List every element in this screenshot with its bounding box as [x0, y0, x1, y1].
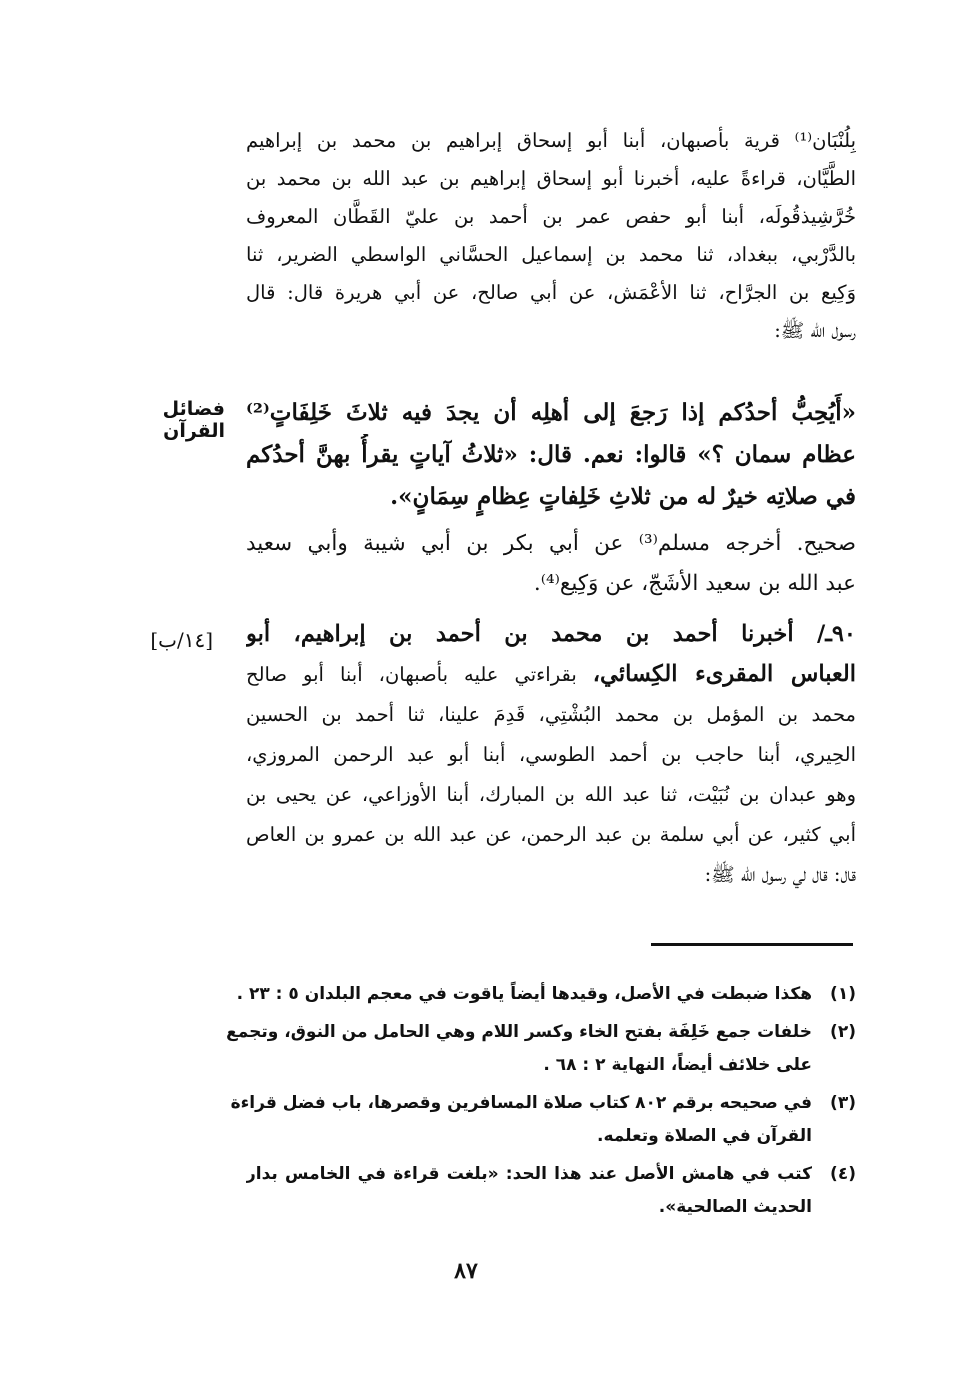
text-line: رسول الله ﷺ: [774, 319, 856, 342]
hadith-text [246, 392, 856, 518]
footnote-number: (١) [830, 984, 856, 1004]
text-line: وَكِيع بن الجرَّاح، ثنا الأعْمَش، عن أبي صالح، عن أبي هريرة قال: قال [246, 281, 856, 304]
footnote-line: هكذا ضبطت في الأصل، وقيدها أيضاً ياقوت في معجم البلدان ٥ : ٢٣ . [236, 984, 812, 1004]
narrator-name: العباس المقرىء الكِسائي، [592, 661, 856, 687]
text-line: خُرَّشِيذقُولَه، أبنا أبو حفص عمر بن أحمد بن عليّ القَطَّان المعروف [246, 205, 856, 228]
isnad-paragraph [246, 122, 856, 350]
text-segment: بقراءتي عليه بأصبهان، أبنا أبو صالح [246, 663, 593, 686]
footnote-line: خلفات جمع خَلِفَة بفتح الخاء وكسر اللام وهي الحامل من النوق، وتجمع [226, 1022, 812, 1042]
margin-topic-note: فضائل القرآن [162, 398, 225, 442]
footnote-line: كتب في هامش الأصل عند هذا الحد: «بلغت قراءة في الخامس بدار [246, 1164, 812, 1184]
text-line: عبد الله بن سعيد الأشَجّ، عن وَكِيع⁽⁴⁾. [533, 571, 856, 596]
footnote-number: (٤) [830, 1164, 856, 1184]
text-line: أبي كثير، عن أبي سلمة بن عبد الرحمن، عن عبد الله بن عمرو بن العاص [246, 823, 856, 846]
footnote [226, 1016, 856, 1082]
text-line: في صلاتِه خيرٌ له من ثلاثِ خَلِفاتٍ عِظامٍ سِمَانٍ». [390, 483, 856, 510]
footnote-text [226, 1016, 812, 1082]
text-line: عظام سمان ؟» قالوا: نعم. قال: «ثلاثُ آياتٍ يقرأُ بهنَّ أحدُكم [246, 441, 856, 468]
footnote-text [231, 1087, 812, 1153]
footnote-line: القرآن في الصلاة وتعلمه. [597, 1126, 812, 1146]
footnote-line: على خلائف أيضاً، النهاية ٢ : ٦٨ . [543, 1055, 812, 1075]
text-line: بالدَّرْبي، ببغداد، ثنا محمد بن إسماعيل الحسَّاني الواسطي الضرير، ثنا [246, 243, 856, 266]
text-line [246, 654, 856, 695]
text-line: وهو عبدان بن نُبَيْت، ثنا عبد الله بن المبارك، أبنا الأوزاعي، عن يحيى بن [246, 783, 856, 806]
footnote-line: في صحيحه برقم ٨٠٢ كتاب صلاة المسافرين وقصرها، باب فضل قراءة [230, 1093, 812, 1113]
footnote-separator [651, 943, 853, 946]
text-line: الطَّيَّان، قراءةً عليه، أخبرنا أبو إسحاق إبراهيم بن عبد الله بن محمد بن [246, 167, 856, 190]
hadith-90-paragraph [246, 614, 856, 895]
text-line: قال: قال لي رسول الله ﷺ: [704, 863, 856, 886]
footnote-text [237, 978, 812, 1011]
footnote-number: (٢) [830, 1022, 856, 1042]
footnote [236, 978, 856, 1011]
footnote-number: (٣) [830, 1093, 856, 1113]
page-number: ٨٧ [454, 1258, 478, 1284]
footnote [230, 1087, 856, 1153]
text-line: صحيح. أخرجه مسلم⁽³⁾ عن أبي بكر بن أبي شيبة وأبي سعيد [246, 531, 856, 556]
folio-reference: [١٤/ب] [150, 628, 213, 652]
text-line: محمد بن المؤمل بن محمد البُشْتِي، قَدِمَ علينا، ثنا أحمد بن الحسين [246, 703, 856, 726]
takhrij-paragraph [246, 524, 856, 604]
text-line: الحِيري، أبنا حاجب بن أحمد الطوسي، أبنا أبو عبد الرحمن المروزي، [246, 743, 856, 766]
footnote-text [246, 1158, 812, 1224]
text-line: بِلُنْبَان⁽¹⁾ قرية بأصبهان، أبنا أبو إسحاق إبراهيم بن محمد بن إبراهيم [246, 129, 856, 152]
hadith-90-heading: ٩٠ـ/ أخبرنا أحمد بن محمد بن أحمد بن إبراهيم، أبو [246, 621, 856, 647]
footnote-line: الحديث الصالحية». [658, 1197, 812, 1217]
text-line: «أَيُحِبُّ أحدُكم إذا رَجعَ إلى أهلِه أن يجدَ فيه ثلاثَ خَلِفَاتٍ⁽²⁾ [246, 399, 856, 426]
footnotes-section [226, 978, 856, 1229]
footnote [246, 1158, 856, 1224]
